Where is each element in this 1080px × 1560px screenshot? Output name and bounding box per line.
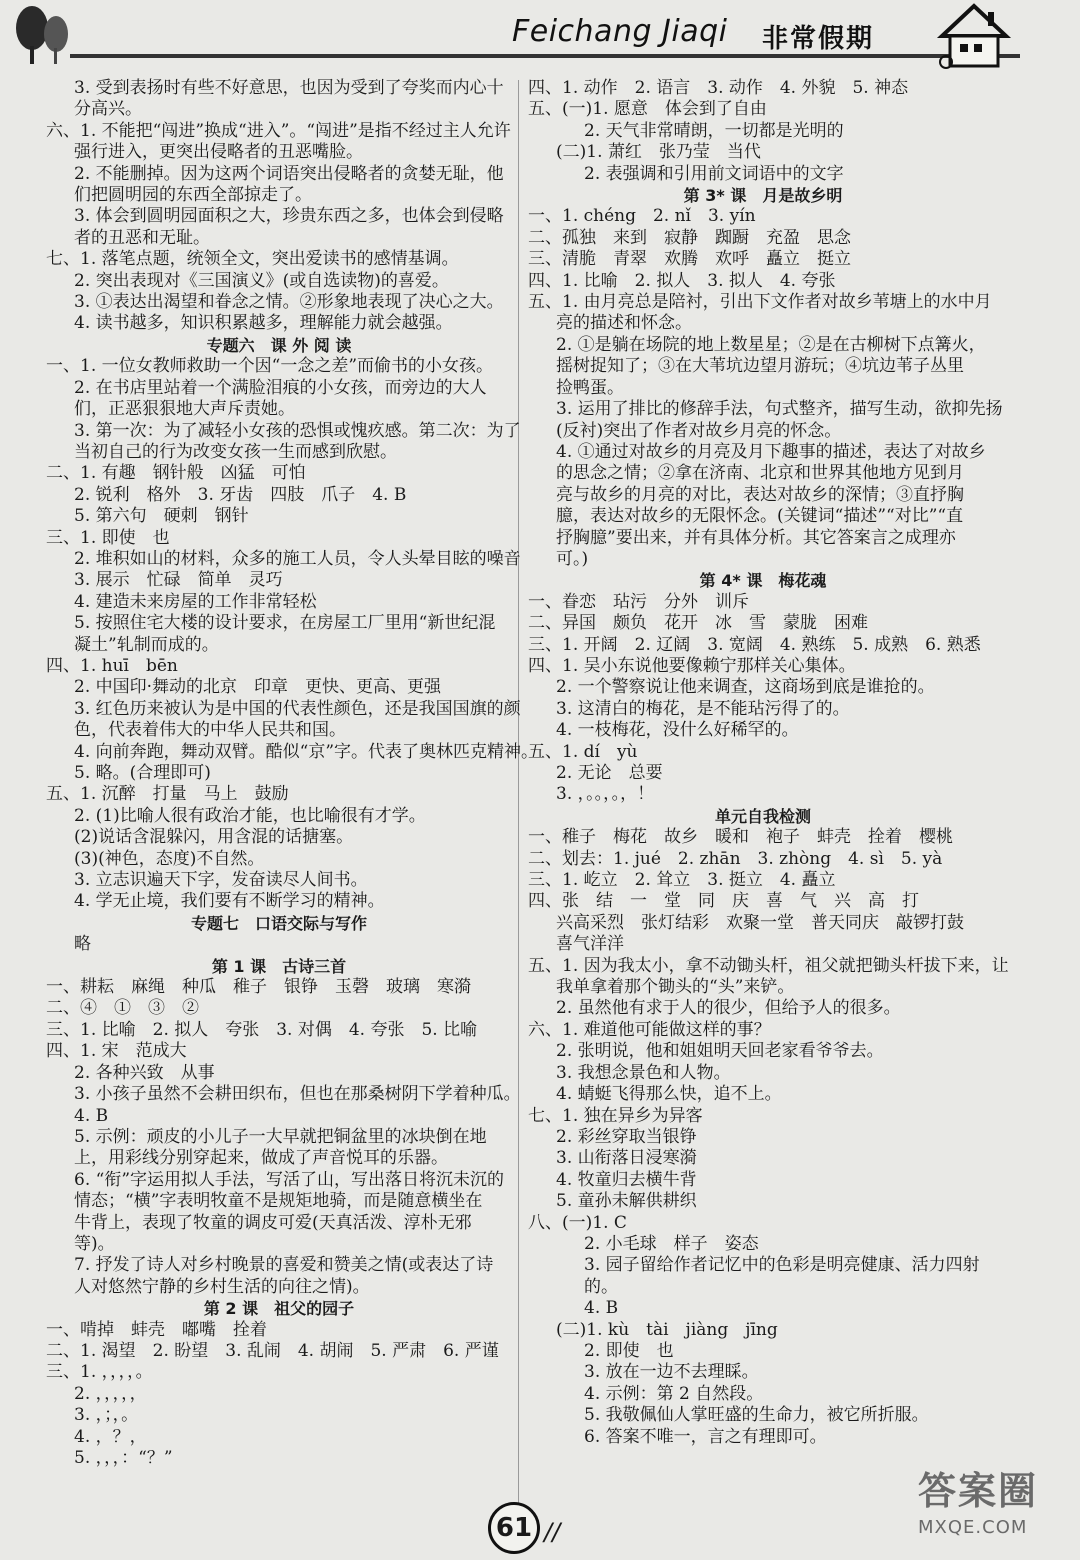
answer-line: 喜气洋洋 bbox=[556, 934, 624, 955]
answer-line: 3. 运用了排比的修辞手法，句式整齐，描写生动，欲抑先扬 bbox=[556, 399, 1003, 420]
answer-line: 四、1. 比喻 2. 拟人 3. 拟人 4. 夸张 bbox=[528, 270, 836, 291]
answer-line: 2. 锐利 格外 3. 牙齿 四肢 爪子 4. B bbox=[74, 484, 407, 505]
answer-line: 二、异国 颇负 花开 冰 雪 蒙胧 困难 bbox=[528, 613, 868, 634]
answer-line: 三、1. 屹立 2. 耸立 3. 挺立 4. 矗立 bbox=[528, 870, 836, 891]
answer-line: 2. 张明说，他和姐姐明天回老家看爷爷去。 bbox=[556, 1041, 884, 1062]
answer-line: 的思念之情；②拿在济南、北京和世界其他地方见到月 bbox=[556, 463, 964, 484]
answer-line: 3. 第一次：为了减轻小女孩的恐惧或愧疚感。第二次：为了 bbox=[74, 420, 521, 441]
tree-icon bbox=[10, 4, 76, 66]
answer-line: 三、1. ，，，，。 bbox=[46, 1362, 153, 1383]
section-heading: 第 1 课 古诗三首 bbox=[211, 956, 347, 976]
header-rule bbox=[70, 54, 1020, 58]
answer-line: 摇树捉知了；③在大苇坑边望月游玩；④坑边苇子丛里 bbox=[556, 356, 964, 377]
answer-line: 我单拿着那个锄头的“头”来铲。 bbox=[556, 977, 795, 998]
answer-line: 二、1. 渴望 2. 盼望 3. 乱闹 4. 胡闹 5. 严肃 6. 严谨 bbox=[46, 1340, 499, 1361]
answer-line: 分高兴。 bbox=[74, 99, 142, 120]
answer-line: 等)。 bbox=[74, 1233, 115, 1254]
answer-line: (反衬)突出了作者对故乡月亮的怀念。 bbox=[556, 420, 842, 441]
answer-line: (二)1. kù tài jiàng jīng bbox=[556, 1319, 778, 1340]
watermark-url: MXQE.COM bbox=[918, 1517, 1028, 1538]
answer-line: 凝土”轧制而成的。 bbox=[74, 634, 219, 655]
answer-line: 4. B bbox=[74, 1105, 109, 1126]
answer-line: 五、1. 因为我太小，拿不动锄头杆，祖父就把锄头杆拔下来，让 bbox=[528, 955, 1009, 976]
answer-line: 2. 彩丝穿取当银铮 bbox=[556, 1126, 697, 1147]
answer-line: 3. 体会到圆明园面积之大，珍贵东西之多，也体会到侵略 bbox=[74, 206, 504, 227]
answer-line: 2. 虽然他有求于人的很少，但给予人的很多。 bbox=[556, 998, 901, 1019]
answer-line: 四、1. 宋 范成大 bbox=[46, 1041, 187, 1062]
right-answer-column bbox=[528, 78, 1009, 1448]
answer-line: 4. ①通过对故乡的月亮及月下趣事的描述，表达了对故乡 bbox=[556, 441, 986, 462]
answer-line: 强行进入，更突出侵略者的丑恶嘴脸。 bbox=[74, 142, 363, 163]
answer-line: 2. 中国印·舞动的北京 印章 更快、更高、更强 bbox=[74, 677, 442, 698]
answer-line: 4. 一枝梅花，没什么好稀罕的。 bbox=[556, 720, 799, 741]
answer-line: 一、啃掉 蚌壳 嘟嘴 拴着 bbox=[46, 1319, 267, 1340]
answer-line: 6. 答案不唯一，言之有理即可。 bbox=[584, 1426, 827, 1447]
section-heading: 专题六 课 外 阅 读 bbox=[206, 335, 352, 355]
answer-line: 2. 一个警察说让他来调查，这商场到底是谁抢的。 bbox=[556, 677, 935, 698]
answer-line: 六、1. 不能把“闯进”换成“进入”。“闯进”是指不经过主人允许 bbox=[46, 120, 511, 141]
answer-line: 5. 我敬佩仙人掌旺盛的生命力，被它所折服。 bbox=[584, 1405, 929, 1426]
answer-line: (二)1. 萧红 张乃莹 当代 bbox=[556, 142, 761, 163]
section-heading: 第 3* 课 月是故乡明 bbox=[683, 186, 843, 206]
answer-line: 二、④ ① ③ ② bbox=[46, 998, 199, 1019]
answer-line: 2. (1)比喻人很有政治才能，也比喻很有才学。 bbox=[74, 805, 426, 826]
answer-line: 4. 读书越多，知识积累越多，理解能力就会越强。 bbox=[74, 313, 453, 334]
watermark-logo bbox=[918, 1460, 1068, 1556]
answer-line: 2. 各种兴致 从事 bbox=[74, 1062, 215, 1083]
answer-line: 3. 山衔落日浸寒漪 bbox=[556, 1148, 697, 1169]
answer-line: 七、1. 独在异乡为异客 bbox=[528, 1105, 703, 1126]
answer-line: 3. 我想念景色和人物。 bbox=[556, 1062, 731, 1083]
answer-line: 抒胸臆”要出来，并有具体分析。其它答案言之成理亦 bbox=[556, 527, 956, 548]
answer-line: 五、1. dí yù bbox=[528, 741, 638, 762]
answer-line: 5. 按照住宅大楼的设计要求，在房屋工厂里用“新世纪混 bbox=[74, 613, 496, 634]
answer-line: 7. 抒发了诗人对乡村晚景的喜爱和赞美之情(或表达了诗 bbox=[74, 1255, 494, 1276]
watermark-title: 答案圈 bbox=[918, 1469, 1039, 1513]
answer-line: 三、1. 开阔 2. 辽阔 3. 宽阔 4. 熟练 5. 成熟 6. 熟悉 bbox=[528, 634, 981, 655]
page-header bbox=[0, 0, 1080, 82]
answer-line: 人对悠然宁静的乡村生活的向往之情)。 bbox=[74, 1276, 370, 1297]
answer-line: 一、眷恋 玷污 分外 训斥 bbox=[528, 591, 749, 612]
answer-line: 一、耕耘 麻绳 种瓜 稚子 银铮 玉磬 玻璃 寒漪 bbox=[46, 977, 471, 998]
answer-line: 3. 红色历来被认为是中国的代表性颜色，还是我国国旗的颜 bbox=[74, 698, 521, 719]
answer-line: 3. 受到表扬时有些不好意思，也因为受到了夸奖而内心十 bbox=[74, 78, 504, 98]
answer-line: 6. “衔”字运用拟人手法，写活了山，写出落日将沉未沉的 bbox=[74, 1169, 505, 1190]
answer-line: 略 bbox=[74, 934, 91, 955]
answer-line: 3. 园子留给作者记忆中的色彩是明亮健康、活力四射 bbox=[584, 1255, 980, 1276]
answer-line: 五、1. 沉醉 打量 马上 鼓励 bbox=[46, 784, 289, 805]
answer-line: (3)(神色，态度)不自然。 bbox=[74, 848, 265, 869]
answer-line: 捡鸭蛋。 bbox=[556, 377, 624, 398]
answer-line: 4. 牧童归去横牛背 bbox=[556, 1169, 697, 1190]
answer-line: 兴高采烈 张灯结彩 欢聚一堂 普天同庆 敲锣打鼓 bbox=[556, 912, 964, 933]
answer-line: 2. 无论 总要 bbox=[556, 763, 663, 783]
answer-line: 四、张 结 一 堂 同 庆 喜 气 兴 高 打 bbox=[528, 891, 919, 912]
answer-line: 四、1. 吴小东说他要像赖宁那样关心集体。 bbox=[528, 655, 856, 676]
answer-line: 色，代表着伟大的中华人民共和国。 bbox=[74, 720, 346, 741]
answer-line: 3. 立志识遍天下字，发奋读尽人间书。 bbox=[74, 870, 368, 891]
page-number: 61 bbox=[488, 1502, 540, 1554]
answer-line: 的。 bbox=[584, 1276, 618, 1297]
answer-line: 三、清脆 青翠 欢腾 欢呼 矗立 挺立 bbox=[528, 249, 851, 270]
answer-line: 们，正恶狠狠地大声斥责她。 bbox=[74, 399, 295, 420]
answer-line: 2. 在书店里站着一个满脸泪痕的小女孩，而旁边的大人 bbox=[74, 377, 487, 398]
answer-line: 一、1. chéng 2. nǐ 3. yín bbox=[528, 206, 756, 227]
answer-line: 4. ，？， bbox=[74, 1426, 147, 1447]
answer-line: 4. 学无止境，我们要有不断学习的精神。 bbox=[74, 891, 385, 912]
answer-line: 4. 向前奔跑，舞动双臂。酷似“京”字。代表了奥林匹克精神。 bbox=[74, 741, 539, 762]
answer-line: 四、1. huī bēn bbox=[46, 655, 178, 676]
answer-line: 5. 示例：顽皮的小儿子一大早就把铜盆里的冰块倒在地 bbox=[74, 1126, 487, 1147]
answer-line: 五、1. 由月亮总是陪衬，引出下文作者对故乡苇塘上的水中月 bbox=[528, 292, 992, 313]
answer-line: 4. 蜻蜓飞得那么快，追不上。 bbox=[556, 1084, 782, 1105]
section-heading: 第 2 课 祖父的园子 bbox=[203, 1299, 355, 1319]
answer-line: 2. 不能删掉。因为这两个词语突出侵略者的贪婪无耻，他 bbox=[74, 163, 504, 184]
answer-line: 上，用彩线分别穿起来，做成了声音悦耳的乐器。 bbox=[74, 1148, 448, 1169]
answer-line: 当初自己的行为改变女孩一生而感到欣慰。 bbox=[74, 441, 397, 462]
answer-line: 5. 第六句 硬刺 钢针 bbox=[74, 506, 249, 527]
answer-line: 2. 表强调和引用前文词语中的文字 bbox=[584, 163, 844, 184]
answer-line: 二、划去：1. jué 2. zhān 3. zhòng 4. sì 5. yà bbox=[528, 848, 943, 869]
answer-line: 三、1. 即使 也 bbox=[46, 527, 170, 548]
answer-line: 5. ，，，：“？” bbox=[74, 1448, 173, 1468]
answer-line: 2. 突出表现对《三国演义》(或自选读物)的喜爱。 bbox=[74, 270, 449, 291]
answer-line: 3. 这清白的梅花，是不能玷污得了的。 bbox=[556, 698, 850, 719]
answer-line: 情态；“横”字表明牧童不是规矩地骑，而是随意横坐在 bbox=[74, 1191, 483, 1212]
page-number-flourish: // bbox=[544, 1518, 561, 1546]
answer-line: 六、1. 难道他可能做这样的事？ bbox=[528, 1019, 771, 1040]
answer-line: 3. 小孩子虽然不会耕田织布，但也在那桑树阴下学着种瓜。 bbox=[74, 1084, 521, 1105]
answer-line: (2)说话含混躲闪，用含混的话搪塞。 bbox=[74, 827, 354, 848]
answer-line: 可。) bbox=[556, 548, 589, 569]
left-answer-column bbox=[46, 78, 539, 1469]
answer-line: 2. ①是躺在场院的地上数星星；②是在古柳树下点篝火， bbox=[556, 334, 986, 355]
answer-line: 一、1. 一位女教师救助一个因“一念之差”而偷书的小女孩。 bbox=[46, 356, 494, 377]
answer-line: 牛背上，表现了牧童的调皮可爱(天真活泼、淳朴无邪 bbox=[74, 1212, 472, 1233]
answer-line: 3. ①表达出渴望和眷念之情。②形象地表现了决心之大。 bbox=[74, 292, 504, 313]
answer-line: 5. 略。(合理即可) bbox=[74, 763, 211, 783]
answer-line: 五、(一)1. 愿意 体会到了自由 bbox=[528, 99, 767, 120]
answer-line: 者的丑恶和无耻。 bbox=[74, 227, 210, 248]
answer-line: 亮与故乡的月亮的对比，表达对故乡的深情；③直抒胸 bbox=[556, 484, 964, 505]
answer-line: 3. ，。。，。，！ bbox=[556, 784, 655, 805]
section-heading: 单元自我检测 bbox=[714, 806, 811, 826]
answer-line: 3. 展示 忙碌 简单 灵巧 bbox=[74, 570, 283, 591]
answer-line: 2. 即使 也 bbox=[584, 1340, 674, 1361]
answer-line: 臆，表达对故乡的无限怀念。(关键词“描述”“对比”“直 bbox=[556, 506, 964, 527]
answer-line: 2. 天气非常晴朗，一切都是光明的 bbox=[584, 120, 844, 141]
answer-line: 七、1. 落笔点题，统领全文，突出爱读书的感情基调。 bbox=[46, 249, 459, 270]
column-divider bbox=[518, 80, 519, 1520]
section-heading: 专题七 口语交际与写作 bbox=[190, 913, 367, 933]
answer-line: 亮的描述和怀念。 bbox=[556, 313, 692, 334]
answer-line: 2. ，，，，， bbox=[74, 1383, 147, 1404]
section-heading: 第 4* 课 梅花魂 bbox=[699, 571, 827, 591]
answer-line: 四、1. 动作 2. 语言 3. 动作 4. 外貌 5. 神态 bbox=[528, 78, 909, 98]
answer-line: 2. 小毛球 样子 姿态 bbox=[584, 1233, 759, 1254]
brand-latin: Feichang Jiaqi bbox=[512, 14, 728, 49]
answer-line: 3. 放在一边不去理睬。 bbox=[584, 1362, 759, 1383]
answer-line: 4. B bbox=[584, 1298, 619, 1319]
answer-line: 二、1. 有趣 钢针般 凶猛 可怕 bbox=[46, 463, 306, 484]
house-icon bbox=[934, 2, 1014, 72]
answer-line: 2. 堆积如山的材料，众多的施工人员，令人头晕目眩的噪音 bbox=[74, 548, 521, 569]
answer-line: 一、稚子 梅花 故乡 暖和 袍子 蚌壳 拴着 樱桃 bbox=[528, 827, 953, 848]
answer-line: 4. 建造未来房屋的工作非常轻松 bbox=[74, 591, 317, 612]
answer-line: 5. 童孙未解供耕织 bbox=[556, 1191, 697, 1212]
answer-line: 4. 示例：第 2 自然段。 bbox=[584, 1383, 764, 1404]
answer-line: 们把圆明园的东西全部掠走了。 bbox=[74, 185, 312, 206]
answer-line: 二、孤独 来到 寂静 踟蹰 充盈 思念 bbox=[528, 227, 851, 248]
answer-line: 3. ，；，。 bbox=[74, 1405, 139, 1426]
answer-line: 三、1. 比喻 2. 拟人 夸张 3. 对偶 4. 夸张 5. 比喻 bbox=[46, 1019, 478, 1040]
answer-line: 八、(一)1. C bbox=[528, 1212, 627, 1233]
brand-chinese: 非常假期 bbox=[762, 24, 875, 54]
